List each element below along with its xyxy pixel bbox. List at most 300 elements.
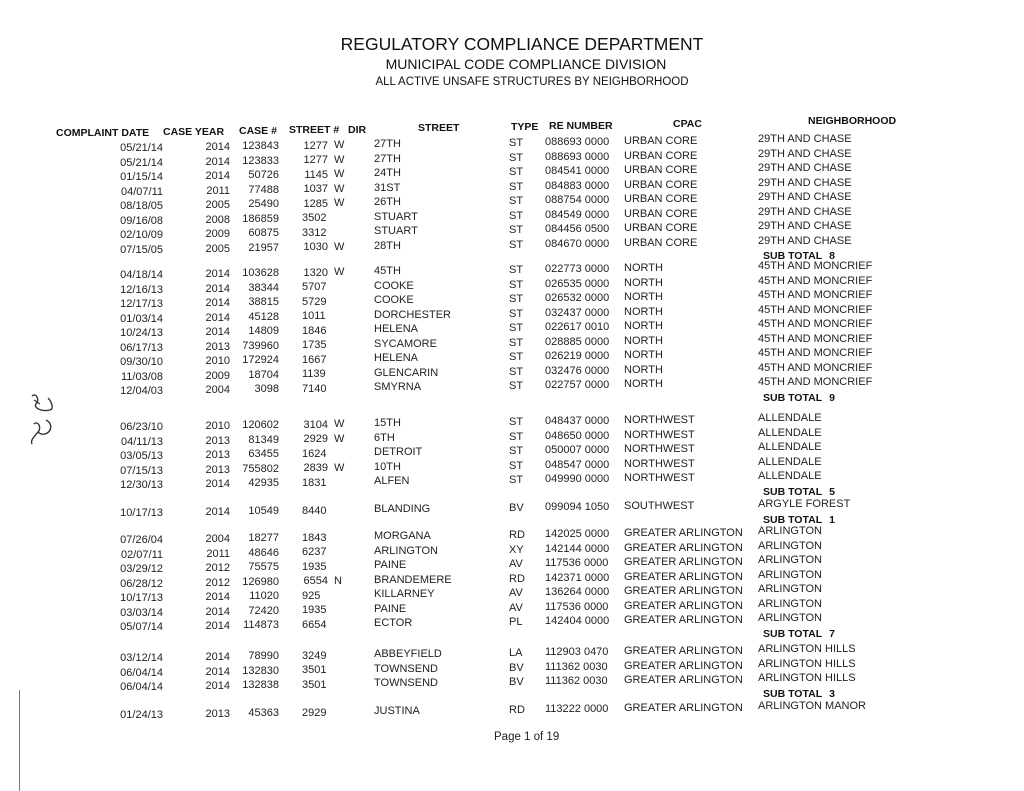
complaint-date-cell: 06/04/14 (120, 666, 163, 679)
street-name-cell: DETROIT (374, 446, 423, 458)
complaint-date-cell: 06/28/12 (120, 577, 163, 590)
re-number-cell: 142404 0000 (545, 615, 610, 627)
case-number-cell: 72420 (248, 604, 279, 617)
cpac-cell: URBAN CORE (624, 193, 698, 205)
re-number-cell: 142025 0000 (545, 528, 610, 540)
type-cell: ST (509, 307, 524, 320)
type-cell: RD (509, 704, 525, 716)
type-cell: AV (509, 558, 523, 570)
type-cell: ST (509, 224, 524, 236)
cpac-cell: URBAN CORE (624, 222, 698, 234)
complaint-date-cell: 04/07/11 (120, 185, 163, 198)
neighborhood-cell: 45TH AND MONCRIEF (758, 332, 873, 345)
type-cell: ST (509, 278, 524, 291)
case-number-cell: 21957 (248, 241, 279, 254)
cpac-cell: GREATER ARLINGTON (624, 527, 743, 539)
case-number-cell: 11020 (249, 590, 279, 602)
street-name-cell: 27TH (374, 138, 401, 150)
col-header-cpac: CPAC (673, 118, 702, 130)
case-number-cell: 50726 (248, 169, 279, 181)
type-cell: ST (509, 180, 524, 193)
street-number-cell: 1935 (302, 560, 327, 573)
street-number-cell: 1145 (304, 168, 328, 181)
neighborhood-cell: ALLENDALE (758, 441, 822, 453)
subtotal-value: 3 (829, 687, 835, 700)
col-header-dir: DIR (348, 124, 367, 136)
street-name-cell: ABBEYFIELD (374, 648, 442, 660)
case-number-cell: 25490 (248, 198, 279, 210)
neighborhood-cell: ARLINGTON (758, 583, 822, 595)
street-number-cell: 1843 (302, 531, 327, 544)
re-number-cell: 026535 0000 (545, 277, 610, 290)
street-name-cell: JUSTINA (374, 705, 420, 717)
subtotal-value: 5 (829, 485, 835, 498)
subtotal-label: SUB TOTAL (763, 250, 823, 262)
type-cell: ST (509, 459, 524, 472)
street-number-cell: 2929 (303, 433, 328, 445)
case-year-cell: 2014 (205, 620, 230, 632)
direction-cell: W (334, 139, 345, 151)
case-number-cell: 123833 (242, 154, 279, 167)
scan-margin-line (19, 690, 20, 791)
complaint-date-cell: 05/21/14 (120, 142, 163, 154)
complaint-date-cell: 05/07/14 (120, 621, 163, 633)
type-cell: ST (509, 293, 524, 305)
case-number-cell: 78990 (248, 650, 279, 662)
case-number-cell: 172924 (242, 354, 279, 366)
cpac-cell: URBAN CORE (624, 135, 698, 147)
street-name-cell: MORGANA (374, 530, 431, 542)
direction-cell: W (334, 418, 345, 430)
street-number-cell: 1935 (302, 604, 327, 616)
neighborhood-cell: ARLINGTON HILLS (758, 672, 856, 684)
cpac-cell: NORTH (624, 349, 663, 361)
street-number-cell: 1831 (302, 476, 327, 489)
neighborhood-cell: 45TH AND MONCRIEF (758, 318, 873, 330)
neighborhood-cell: 45TH AND MONCRIEF (758, 303, 873, 316)
re-number-cell: 084456 0500 (545, 223, 610, 235)
street-name-cell: DORCHESTER (374, 308, 452, 321)
neighborhood-cell: ARLINGTON MANOR (758, 700, 866, 712)
re-number-cell: 028885 0000 (545, 335, 610, 348)
case-year-cell: 2012 (205, 562, 230, 574)
page-indicator: Page 1 of 19 (494, 731, 560, 743)
case-year-cell: 2008 (205, 213, 230, 226)
case-number-cell: 18704 (248, 368, 279, 381)
subtotal-row (763, 392, 835, 404)
neighborhood-cell: ARLINGTON (758, 568, 822, 581)
col-header-neighborhood: NEIGHBORHOOD (808, 115, 897, 127)
street-number-cell: 2839 (303, 462, 328, 474)
subtotal-label: SUB TOTAL (763, 627, 823, 640)
street-name-cell: HELENA (374, 323, 419, 335)
cpac-cell: GREATER ARLINGTON (624, 570, 743, 583)
re-number-cell: 117536 0000 (545, 600, 609, 613)
re-number-cell: 022617 0010 (545, 321, 610, 333)
case-year-cell: 2014 (205, 170, 230, 182)
re-number-cell: 049990 0000 (545, 473, 610, 485)
subtotal-value: 9 (829, 391, 835, 404)
complaint-date-cell: 06/23/10 (120, 421, 163, 433)
case-number-cell: 45128 (248, 310, 279, 323)
type-cell: LA (509, 647, 523, 659)
re-number-cell: 088754 0000 (545, 194, 610, 206)
direction-cell: W (334, 266, 345, 278)
case-number-cell: 10549 (248, 505, 279, 517)
street-number-cell: 3312 (302, 226, 327, 239)
case-year-cell: 2005 (205, 242, 230, 255)
neighborhood-cell: ALLENDALE (758, 426, 822, 439)
street-number-cell: 6554 (303, 575, 328, 587)
street-number-cell: 925 (302, 589, 321, 602)
street-name-cell: 6TH (374, 431, 395, 444)
case-year-cell: 2013 (205, 463, 230, 476)
complaint-date-cell: 06/17/13 (120, 341, 163, 354)
type-cell: PL (509, 616, 523, 628)
type-cell: ST (509, 416, 524, 428)
subtotal-label: SUB TOTAL (763, 513, 823, 526)
complaint-date-cell: 12/16/13 (120, 283, 163, 296)
case-year-cell: 2014 (205, 506, 230, 518)
type-cell: ST (509, 195, 524, 207)
type-cell: RD (509, 529, 525, 541)
street-name-cell: 45TH (374, 265, 401, 277)
cpac-cell: URBAN CORE (624, 178, 698, 191)
street-number-cell: 1139 (302, 368, 326, 380)
case-year-cell: 2010 (205, 420, 230, 432)
neighborhood-cell: 45TH AND MONCRIEF (758, 289, 873, 301)
cpac-cell: NORTH (624, 291, 663, 303)
case-number-cell: 186859 (242, 212, 279, 225)
case-number-cell: 81349 (248, 433, 279, 446)
re-number-cell: 111362 0030 (545, 675, 608, 687)
type-cell: ST (509, 322, 524, 334)
direction-cell: W (334, 182, 345, 195)
neighborhood-cell: 45TH AND MONCRIEF (758, 274, 873, 287)
complaint-date-cell: 01/03/14 (120, 312, 163, 325)
case-year-cell: 2009 (205, 228, 230, 240)
re-number-cell: 048437 0000 (545, 415, 610, 427)
complaint-date-cell: 09/16/08 (120, 214, 163, 227)
cpac-cell: NORTH (624, 320, 663, 332)
re-number-cell: 032476 0000 (545, 364, 610, 377)
case-year-cell: 2014 (205, 665, 230, 678)
case-year-cell: 2010 (205, 355, 230, 367)
street-name-cell: 28TH (374, 239, 401, 252)
street-number-cell: 1846 (302, 324, 327, 337)
complaint-date-cell: 03/12/14 (120, 652, 163, 664)
case-number-cell: 739960 (242, 339, 279, 352)
street-name-cell: BRANDEMERE (374, 573, 452, 586)
type-cell: BV (509, 676, 524, 688)
re-number-cell: 050007 0000 (545, 444, 610, 456)
case-number-cell: 48646 (248, 546, 279, 559)
complaint-date-cell: 07/26/04 (120, 534, 163, 546)
cpac-cell: GREATER ARLINGTON (624, 541, 743, 554)
street-name-cell: ALFEN (374, 475, 410, 487)
col-header-case-no: CASE # (239, 125, 277, 137)
case-year-cell: 2014 (205, 651, 230, 663)
street-name-cell: 24TH (374, 167, 401, 179)
department-title: REGULATORY COMPLIANCE DEPARTMENT (340, 34, 704, 54)
street-name-cell: 31ST (374, 181, 401, 194)
case-year-cell: 2013 (205, 708, 230, 720)
re-number-cell: 022773 0000 (545, 263, 610, 275)
neighborhood-cell: ALLENDALE (758, 412, 822, 424)
type-cell: BV (509, 502, 524, 514)
cpac-cell: GREATER ARLINGTON (624, 659, 743, 672)
complaint-date-cell: 12/04/03 (120, 385, 163, 397)
re-number-cell: 112903 0470 (545, 646, 609, 658)
cpac-cell: NORTH (624, 363, 663, 376)
neighborhood-cell: 29TH AND CHASE (758, 220, 852, 232)
street-name-cell: HELENA (374, 352, 419, 364)
neighborhood-cell: ARLINGTON HILLS (758, 657, 856, 670)
col-header-street-no: STREET # (289, 124, 340, 136)
complaint-date-cell: 10/24/13 (120, 327, 163, 339)
street-number-cell: 1037 (303, 183, 328, 195)
cpac-cell: NORTHWEST (624, 414, 695, 426)
cpac-cell: NORTHWEST (624, 472, 695, 484)
case-year-cell: 2011 (206, 547, 230, 560)
direction-cell: W (334, 168, 345, 180)
complaint-date-cell: 05/21/14 (120, 156, 163, 169)
type-cell: AV (509, 601, 523, 614)
direction-cell: W (334, 432, 345, 445)
street-name-cell: 27TH (374, 152, 401, 165)
subtotal-value: 8 (829, 250, 835, 262)
neighborhood-cell: 29TH AND CHASE (758, 133, 852, 145)
neighborhood-cell: 29TH AND CHASE (758, 234, 852, 247)
case-number-cell: 60875 (248, 227, 279, 239)
neighborhood-cell: ARLINGTON (758, 612, 822, 624)
complaint-date-cell: 07/15/05 (120, 243, 163, 256)
case-number-cell: 77488 (248, 183, 279, 196)
case-number-cell: 126980 (242, 575, 279, 588)
complaint-date-cell: 01/15/14 (120, 171, 163, 183)
type-cell: ST (509, 151, 524, 164)
street-name-cell: ECTOR (374, 617, 413, 629)
case-number-cell: 38344 (248, 281, 279, 294)
type-cell: ST (509, 474, 524, 486)
complaint-date-cell: 04/18/14 (120, 269, 163, 281)
re-number-cell: 022757 0000 (545, 379, 610, 391)
re-number-cell: 084670 0000 (545, 237, 610, 250)
complaint-date-cell: 06/04/14 (120, 681, 163, 693)
neighborhood-cell: 29TH AND CHASE (758, 162, 852, 174)
street-name-cell: COOKE (374, 294, 414, 306)
subtotal-value: 1 (829, 513, 835, 526)
street-name-cell: 10TH (374, 460, 401, 473)
cpac-cell: GREATER ARLINGTON (624, 599, 743, 612)
neighborhood-cell: 45TH AND MONCRIEF (758, 260, 873, 272)
case-year-cell: 2014 (205, 326, 230, 338)
street-name-cell: SMYRNA (374, 381, 422, 393)
case-year-cell: 2014 (205, 680, 230, 692)
cpac-cell: GREATER ARLINGTON (624, 556, 743, 568)
cpac-cell: NORTHWEST (624, 443, 695, 455)
street-name-cell: PAINE (374, 559, 407, 571)
case-year-cell: 2014 (205, 591, 230, 603)
re-number-cell: 032437 0000 (545, 306, 610, 319)
re-number-cell: 048547 0000 (545, 458, 610, 471)
street-number-cell: 6237 (302, 546, 327, 558)
street-number-cell: 8440 (302, 504, 327, 517)
case-number-cell: 123843 (242, 140, 279, 152)
re-number-cell: 113222 0000 (545, 703, 609, 715)
type-cell: ST (509, 166, 524, 178)
case-year-cell: 2014 (205, 268, 230, 280)
cpac-cell: NORTH (624, 334, 663, 347)
street-name-cell: TOWNSEND (374, 677, 438, 689)
street-name-cell: ARLINGTON (374, 544, 438, 557)
case-number-cell: 114873 (243, 619, 279, 631)
direction-cell: W (334, 240, 345, 253)
case-year-cell: 2014 (205, 282, 230, 295)
street-number-cell: 1667 (302, 353, 327, 366)
street-number-cell: 1320 (303, 266, 328, 279)
case-number-cell: 103628 (242, 267, 279, 279)
type-cell: BV (509, 661, 524, 674)
complaint-date-cell: 10/17/13 (120, 592, 163, 604)
type-cell: XY (509, 543, 524, 556)
type-cell: RD (509, 572, 525, 585)
cpac-cell: NORTHWEST (624, 428, 695, 441)
type-cell: AV (509, 587, 523, 599)
re-number-cell: 048650 0000 (545, 429, 610, 442)
neighborhood-cell: 29TH AND CHASE (758, 205, 852, 218)
street-name-cell: COOKE (374, 279, 414, 292)
street-number-cell: 2929 (302, 706, 327, 719)
cpac-cell: URBAN CORE (624, 236, 698, 249)
case-year-cell: 2014 (205, 605, 230, 618)
street-number-cell: 3501 (302, 678, 327, 691)
re-number-cell: 142144 0000 (545, 542, 610, 555)
re-number-cell: 084549 0000 (545, 208, 610, 221)
direction-cell: W (334, 153, 345, 166)
case-number-cell: 120602 (242, 419, 279, 431)
cpac-cell: GREATER ARLINGTON (624, 702, 743, 714)
subtotal-row (763, 688, 835, 700)
cpac-cell: URBAN CORE (624, 207, 698, 220)
street-number-cell: 5729 (302, 295, 327, 308)
street-number-cell: 3249 (302, 649, 327, 662)
street-name-cell: BLANDING (374, 503, 431, 515)
complaint-date-cell: 03/05/13 (120, 450, 163, 462)
re-number-cell: 142371 0000 (545, 571, 610, 584)
street-number-cell: 5707 (302, 281, 327, 293)
complaint-date-cell: 12/30/13 (120, 479, 163, 491)
complaint-date-cell: 03/03/14 (120, 606, 163, 619)
case-number-cell: 14809 (248, 325, 279, 337)
col-header-case-year: CASE YEAR (163, 126, 225, 138)
re-number-cell: 111362 0030 (545, 660, 608, 673)
complaint-date-cell: 12/17/13 (120, 298, 163, 310)
case-number-cell: 63455 (248, 448, 279, 460)
street-name-cell: TOWNSEND (374, 662, 438, 675)
street-number-cell: 1277 (303, 154, 328, 166)
street-number-cell: 3502 (302, 212, 327, 224)
direction-cell: N (334, 574, 342, 587)
neighborhood-cell: 45TH AND MONCRIEF (758, 347, 873, 359)
direction-cell: W (334, 461, 345, 474)
street-number-cell: 1011 (302, 310, 326, 322)
neighborhood-cell: 29TH AND CHASE (758, 176, 852, 189)
case-year-cell: 2005 (205, 199, 230, 211)
neighborhood-cell: ARLINGTON (758, 539, 822, 552)
neighborhood-cell: 29TH AND CHASE (758, 191, 852, 203)
complaint-date-cell: 07/15/13 (120, 464, 163, 477)
re-number-cell: 099094 1050 (545, 501, 610, 513)
col-header-type: TYPE (511, 121, 539, 133)
case-year-cell: 2014 (205, 297, 230, 309)
complaint-date-cell: 02/07/11 (120, 548, 163, 561)
col-header-complaint-date: COMPLAINT DATE (56, 127, 150, 139)
neighborhood-cell: ALLENDALE (758, 470, 822, 482)
re-number-cell: 117536 0000 (545, 557, 609, 569)
case-year-cell: 2012 (205, 576, 230, 589)
neighborhood-cell: 45TH AND MONCRIEF (758, 376, 873, 388)
cpac-cell: NORTH (624, 276, 663, 289)
neighborhood-cell: ARLINGTON (758, 525, 822, 537)
complaint-date-cell: 04/11/13 (120, 435, 163, 448)
street-number-cell: 3104 (303, 418, 328, 431)
neighborhood-cell: ARLINGTON HILLS (758, 643, 856, 655)
case-year-cell: 2009 (205, 369, 230, 382)
col-header-re-number: RE NUMBER (549, 120, 613, 132)
complaint-date-cell: 08/18/05 (120, 200, 163, 212)
street-name-cell: GLENCARIN (374, 366, 439, 379)
cpac-cell: NORTH (624, 305, 663, 318)
case-number-cell: 3098 (254, 383, 279, 395)
type-cell: ST (509, 238, 524, 251)
type-cell: ST (509, 137, 524, 149)
case-year-cell: 2013 (205, 340, 230, 353)
subtotal-row (763, 514, 835, 526)
subtotal-value: 7 (829, 627, 835, 640)
case-number-cell: 18277 (248, 532, 279, 544)
case-number-cell: 38815 (248, 296, 279, 308)
neighborhood-cell: 29TH AND CHASE (758, 147, 852, 160)
division-title: MUNICIPAL CODE COMPLIANCE DIVISION (385, 56, 667, 72)
case-year-cell: 2014 (205, 141, 230, 153)
cpac-cell: SOUTHWEST (624, 500, 695, 512)
case-year-cell: 2014 (205, 478, 230, 490)
re-number-cell: 084541 0000 (545, 165, 610, 177)
type-cell: ST (509, 365, 524, 378)
cpac-cell: NORTH (624, 262, 663, 274)
type-cell: ST (509, 380, 524, 392)
case-number-cell: 755802 (242, 462, 279, 475)
report-title: ALL ACTIVE UNSAFE STRUCTURES BY NEIGHBORHOOD (375, 76, 689, 88)
street-name-cell: 15TH (374, 417, 401, 429)
re-number-cell: 026532 0000 (545, 292, 610, 304)
complaint-date-cell: 11/03/08 (120, 370, 163, 383)
street-name-cell: STUART (374, 210, 418, 223)
case-number-cell: 45363 (248, 707, 279, 719)
cpac-cell: GREATER ARLINGTON (624, 585, 743, 597)
case-year-cell: 2011 (206, 184, 230, 197)
street-number-cell: 1030 (303, 241, 328, 253)
subtotal-label: SUB TOTAL (763, 687, 823, 700)
street-name-cell: 26TH (374, 196, 401, 208)
street-name-cell: KILLARNEY (374, 588, 435, 600)
street-name-cell: PAINE (374, 602, 407, 615)
street-number-cell: 3501 (302, 664, 327, 676)
neighborhood-cell: 45TH AND MONCRIEF (758, 361, 873, 374)
cpac-cell: GREATER ARLINGTON (624, 674, 743, 686)
street-number-cell: 6654 (302, 618, 327, 631)
